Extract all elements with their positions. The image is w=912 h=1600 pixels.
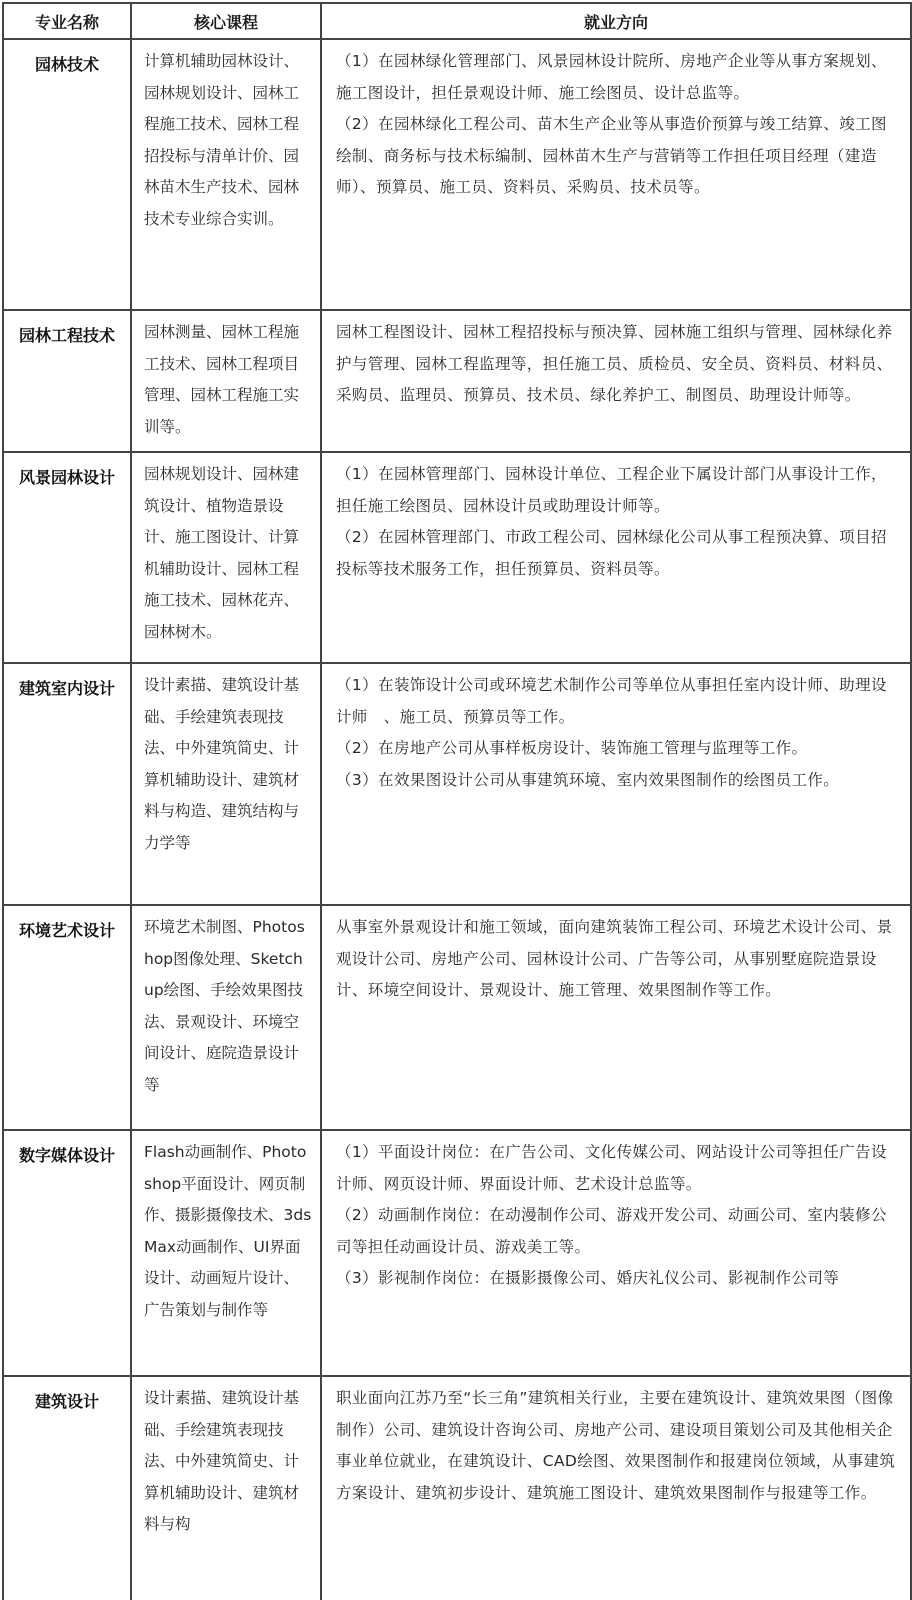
table-row <box>3 663 911 905</box>
major-name: 环境艺术设计 <box>3 905 131 1130</box>
table-row <box>3 1376 911 1600</box>
career-paragraph: （3）影视制作岗位：在摄影摄像公司、婚庆礼仪公司、影视制作公司等 <box>336 1269 840 1287</box>
career-direction <box>321 1376 911 1600</box>
header-major-name: 专业名称 <box>3 3 131 39</box>
career-paragraph: （3）在效果图设计公司从事建筑环境、室内效果图制作的绘图员工作。 <box>336 770 840 789</box>
career-paragraph: （1）在园林绿化管理部门、风景园林设计院所、房地产企业等从事方案规划、施工图设计，担任景观设计师、施工绘图员、设计总监等。 <box>336 52 887 102</box>
table-row <box>3 1130 911 1376</box>
career-direction <box>321 905 911 1130</box>
career-paragraph: （1）在装饰设计公司或环境艺术制作公司等单位从事担任室内设计师、助理设计师 、施工员、预算员等工作。 <box>336 676 887 726</box>
career-paragraph: （2）在房地产公司从事样板房设计、装饰施工管理与监理等工作。 <box>336 739 808 757</box>
major-name: 园林工程技术 <box>3 310 131 452</box>
career-paragraph: 园林工程图设计、园林工程招投标与预决算、园林施工组织与管理、园林绿化养护与管理、园林工程监理等，担任施工员、质检员、安全员、资料员、材料员、采购员、监理员、预算员、技术员、绿化养护工、制图员、助理设计师等。 <box>336 323 893 404</box>
major-name: 数字媒体设计 <box>3 1130 131 1376</box>
core-courses: 园林测量、园林工程施工技术、园林工程项目管理、园林工程施工实训等。 <box>131 310 321 452</box>
table-row <box>3 452 911 663</box>
core-courses: Flash动画制作、Photoshop平面设计、网页制作、摄影摄像技术、3dsMax动画制作、UI界面设计、动画短片设计、广告策划与制作等 <box>131 1130 321 1376</box>
career-direction <box>321 1130 911 1376</box>
career-paragraph: （2）动画制作岗位：在动漫制作公司、游戏开发公司、动画公司、室内装修公司等担任动画设计员、游戏美工等。 <box>336 1206 887 1256</box>
core-courses: 计算机辅助园林设计、园林规划设计、园林工程施工技术、园林工程招投标与清单计价、园林苗木生产技术、园林技术专业综合实训。 <box>131 39 321 310</box>
table-row <box>3 310 911 452</box>
table-row <box>3 39 911 310</box>
table-header-row <box>3 3 911 39</box>
header-core-courses: 核心课程 <box>131 3 321 39</box>
core-courses: 设计素描、建筑设计基础、手绘建筑表现技法、中外建筑简史、计算机辅助设计、建筑材料与构 <box>131 1376 321 1600</box>
core-courses: 环境艺术制图、Photoshop图像处理、Sketchup绘图、手绘效果图技法、景观设计、环境空间设计、庭院造景设计等 <box>131 905 321 1130</box>
major-name: 建筑设计 <box>3 1376 131 1600</box>
career-paragraph: 职业面向江苏乃至“长三角”建筑相关行业，主要在建筑设计、建筑效果图（图像制作）公司、建筑设计咨询公司、房地产公司、建设项目策划公司及其他相关企事业单位就业，在建筑设计、CAD绘图、效果图制作和报建岗位领域，从事建筑方案设计、建筑初步设计、建筑施工图设计、建筑效果图制作与报建等工作。 <box>336 1389 896 1502</box>
major-name: 园林技术 <box>3 39 131 310</box>
career-direction <box>321 310 911 452</box>
core-courses: 设计素描、建筑设计基础、手绘建筑表现技法、中外建筑简史、计算机辅助设计、建筑材料与构造、建筑结构与力学等 <box>131 663 321 905</box>
majors-table <box>2 2 912 1600</box>
career-paragraph: 从事室外景观设计和施工领域，面向建筑装饰工程公司、环境艺术设计公司、景观设计公司、房地产公司、园林设计公司、广告等公司，从事别墅庭院造景设计、环境空间设计、景观设计、施工管理、效果图制作等工作。 <box>336 918 893 999</box>
career-paragraph: （2）在园林绿化工程公司、苗木生产企业等从事造价预算与竣工结算、竣工图绘制、商务标与技术标编制、园林苗木生产与营销等工作担任项目经理（建造师）、预算员、施工员、资料员、采购员、技术员等。 <box>336 115 887 196</box>
career-direction <box>321 663 911 905</box>
career-paragraph: （1）平面设计岗位：在广告公司、文化传媒公司、网站设计公司等担任广告设计师、网页设计师、界面设计师、艺术设计总监等。 <box>336 1143 887 1193</box>
career-direction <box>321 452 911 663</box>
career-paragraph: （1）在园林管理部门、园林设计单位、工程企业下属设计部门从事设计工作，担任施工绘图员、园林设计员或助理设计师等。 <box>336 465 887 515</box>
major-name: 建筑室内设计 <box>3 663 131 905</box>
career-direction <box>321 39 911 310</box>
career-paragraph: （2）在园林管理部门、市政工程公司、园林绿化公司从事工程预决算、项目招投标等技术服务工作，担任预算员、资料员等。 <box>336 528 887 578</box>
header-career-direction: 就业方向 <box>321 3 911 39</box>
core-courses: 园林规划设计、园林建筑设计、植物造景设计、施工图设计、计算机辅助设计、园林工程施工技术、园林花卉、园林树木。 <box>131 452 321 663</box>
table-row <box>3 905 911 1130</box>
major-name: 风景园林设计 <box>3 452 131 663</box>
